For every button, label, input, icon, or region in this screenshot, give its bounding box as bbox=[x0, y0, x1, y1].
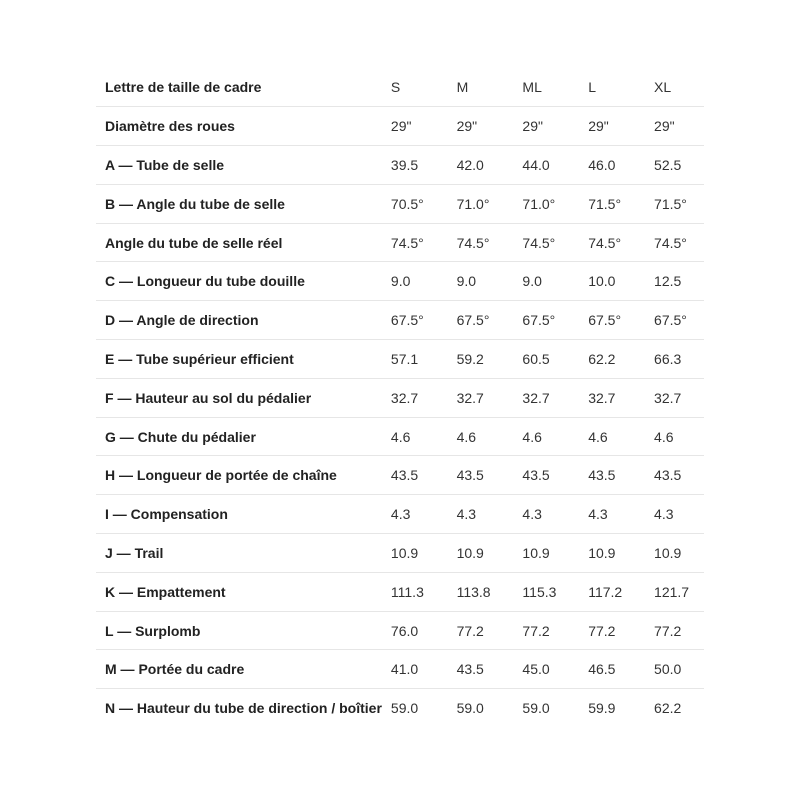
row-value: 10.9 bbox=[645, 534, 704, 573]
table-row bbox=[96, 650, 704, 689]
table-header-row bbox=[96, 68, 704, 107]
row-label: L — Surplomb bbox=[96, 611, 382, 650]
row-value: 71.0° bbox=[448, 184, 514, 223]
table-row bbox=[96, 611, 704, 650]
row-value: 52.5 bbox=[645, 146, 704, 185]
row-value: 4.3 bbox=[645, 495, 704, 534]
row-value: 67.5° bbox=[448, 301, 514, 340]
table-row bbox=[96, 534, 704, 573]
row-value: 32.7 bbox=[448, 378, 514, 417]
row-value: 42.0 bbox=[448, 146, 514, 185]
row-value: 43.5 bbox=[448, 650, 514, 689]
row-value: 4.6 bbox=[448, 417, 514, 456]
row-value: 60.5 bbox=[513, 340, 579, 379]
row-value: 111.3 bbox=[382, 572, 448, 611]
row-value: 59.9 bbox=[588, 700, 616, 717]
table-row bbox=[96, 223, 704, 262]
row-value: 121.7 bbox=[645, 572, 704, 611]
size-m-header: M bbox=[448, 68, 514, 107]
row-value: 74.5° bbox=[382, 223, 448, 262]
row-label: C — Longueur du tube douille bbox=[96, 262, 382, 301]
row-value: 10.9 bbox=[513, 534, 579, 573]
row-value: 77.2 bbox=[448, 611, 514, 650]
row-label: Angle du tube de selle réel bbox=[96, 223, 382, 262]
row-value: 29" bbox=[513, 107, 579, 146]
table-row bbox=[96, 184, 704, 223]
row-value: 67.5° bbox=[382, 301, 448, 340]
row-value: 70.5° bbox=[382, 184, 448, 223]
row-value: 29" bbox=[382, 107, 448, 146]
table-row bbox=[96, 417, 704, 456]
size-s-header: S bbox=[382, 68, 448, 107]
row-label: Diamètre des roues bbox=[96, 107, 382, 146]
size-l-header: L bbox=[579, 68, 645, 107]
row-value: 74.5° bbox=[645, 223, 704, 262]
row-value: 32.7 bbox=[382, 378, 448, 417]
row-value: 4.6 bbox=[579, 417, 645, 456]
row-value: 67.5° bbox=[513, 301, 579, 340]
row-value: 32.7 bbox=[513, 378, 579, 417]
row-value: 10.0 bbox=[579, 262, 645, 301]
table-row bbox=[96, 495, 704, 534]
row-value: 74.5° bbox=[448, 223, 514, 262]
row-value: 39.5 bbox=[382, 146, 448, 185]
row-value: 77.2 bbox=[579, 611, 645, 650]
row-label: J — Trail bbox=[96, 534, 382, 573]
geometry-table bbox=[96, 68, 704, 728]
table-row bbox=[96, 262, 704, 301]
row-label: H — Longueur de portée de chaîne bbox=[96, 456, 382, 495]
row-value: 67.5° bbox=[579, 301, 645, 340]
table-row bbox=[96, 456, 704, 495]
row-label: D — Angle de direction bbox=[96, 301, 382, 340]
row-value: 32.7 bbox=[645, 378, 704, 417]
table-row bbox=[96, 378, 704, 417]
row-value: 46.5 bbox=[579, 650, 645, 689]
row-value: 50.0 bbox=[645, 650, 704, 689]
row-label: A — Tube de selle bbox=[96, 146, 382, 185]
row-value: 4.6 bbox=[513, 417, 579, 456]
row-value: 59.0 bbox=[522, 700, 550, 717]
table-row bbox=[96, 340, 704, 379]
row-label: E — Tube supérieur efficient bbox=[96, 340, 382, 379]
row-value: 10.9 bbox=[579, 534, 645, 573]
row-label: G — Chute du pédalier bbox=[96, 417, 382, 456]
size-ml-header: ML bbox=[513, 68, 579, 107]
row-value: 29" bbox=[645, 107, 704, 146]
row-value: 74.5° bbox=[579, 223, 645, 262]
table-row bbox=[96, 146, 704, 185]
row-value: 66.3 bbox=[645, 340, 704, 379]
row-value: 4.3 bbox=[382, 495, 448, 534]
row-value: 59.0 bbox=[390, 700, 419, 717]
row-value: 9.0 bbox=[448, 262, 514, 301]
row-value: 113.8 bbox=[448, 572, 514, 611]
table-row bbox=[96, 107, 704, 146]
row-value: 46.0 bbox=[579, 146, 645, 185]
row-value: 62.2 bbox=[579, 340, 645, 379]
row-value: 45.0 bbox=[513, 650, 579, 689]
row-value: 59.0 bbox=[456, 700, 484, 717]
row-label: B — Angle du tube de selle bbox=[96, 184, 382, 223]
row-value: 59.2 bbox=[448, 340, 514, 379]
row-value: 43.5 bbox=[382, 456, 448, 495]
row-value: 4.3 bbox=[579, 495, 645, 534]
row-value: 74.5° bbox=[513, 223, 579, 262]
row-value: 9.0 bbox=[382, 262, 448, 301]
row-value: 71.0° bbox=[513, 184, 579, 223]
table-row bbox=[96, 301, 704, 340]
table-row bbox=[96, 572, 704, 611]
row-value: 43.5 bbox=[579, 456, 645, 495]
row-label: M — Portée du cadre bbox=[96, 650, 382, 689]
row-value: 43.5 bbox=[448, 456, 514, 495]
row-value: 43.5 bbox=[513, 456, 579, 495]
row-value: 10.9 bbox=[382, 534, 448, 573]
row-value: 4.3 bbox=[513, 495, 579, 534]
row-value: 4.6 bbox=[645, 417, 704, 456]
row-value: 67.5° bbox=[645, 301, 704, 340]
row-label: N — Hauteur du tube de direction / boîtier bbox=[105, 700, 382, 717]
row-value: 4.3 bbox=[448, 495, 514, 534]
row-value: 44.0 bbox=[513, 146, 579, 185]
row-value: 43.5 bbox=[645, 456, 704, 495]
row-value: 71.5° bbox=[645, 184, 704, 223]
row-label: F — Hauteur au sol du pédalier bbox=[96, 378, 382, 417]
row-value: 117.2 bbox=[579, 572, 645, 611]
row-value: 76.0 bbox=[382, 611, 448, 650]
row-value: 115.3 bbox=[513, 572, 579, 611]
row-value: 41.0 bbox=[382, 650, 448, 689]
row-value: 62.2 bbox=[654, 700, 682, 717]
row-value: 77.2 bbox=[513, 611, 579, 650]
table-row bbox=[96, 689, 704, 728]
row-value: 4.6 bbox=[382, 417, 448, 456]
row-value: 32.7 bbox=[579, 378, 645, 417]
row-label: K — Empattement bbox=[96, 572, 382, 611]
row-value: 12.5 bbox=[645, 262, 704, 301]
row-value: 57.1 bbox=[382, 340, 448, 379]
row-value: 77.2 bbox=[645, 611, 704, 650]
size-xl-header: XL bbox=[645, 68, 704, 107]
row-label: I — Compensation bbox=[96, 495, 382, 534]
row-value: 71.5° bbox=[579, 184, 645, 223]
row-value: 10.9 bbox=[448, 534, 514, 573]
row-value: 9.0 bbox=[513, 262, 579, 301]
row-value: 29" bbox=[448, 107, 514, 146]
header-label: Lettre de taille de cadre bbox=[96, 68, 382, 107]
geometry-table-body bbox=[96, 68, 704, 728]
row-value: 29" bbox=[579, 107, 645, 146]
